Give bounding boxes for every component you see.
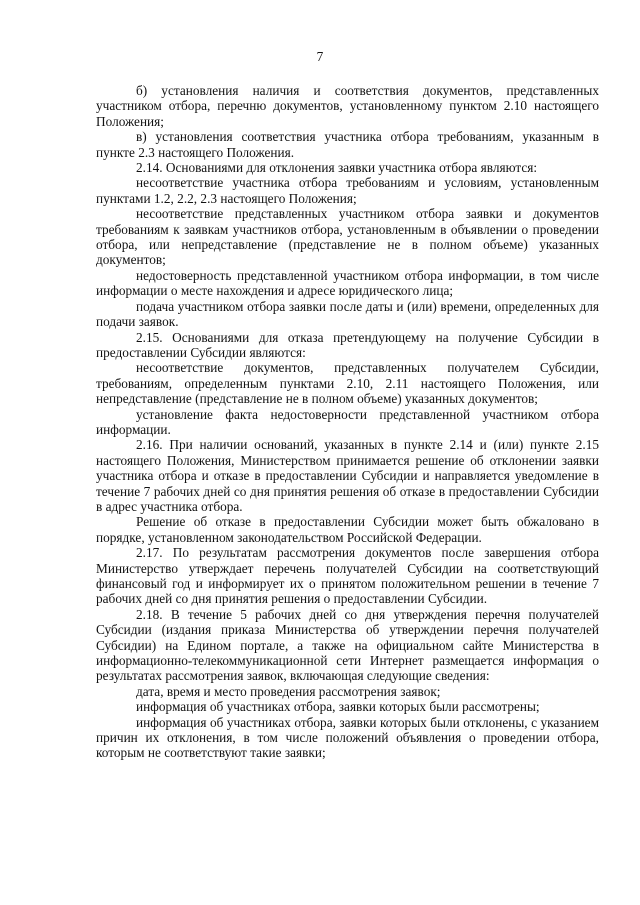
paragraph: 2.16. При наличии оснований, указанных в пункте 2.14 и (или) пункте 2.15 настоящего Положения, Министерством принимается решение об отклонении заявки участника отбора и отказе в предоставлении Субсидии и направляется уведомление в течение 7 рабочих дней со дня принятия решения об отказе в предоставлении Субсидии в адрес участника отбора. <box>96 437 599 514</box>
paragraph: информация об участниках отбора, заявки которых были отклонены, с указанием причин их отклонения, в том числе положений объявления о проведении отбора, которым не соответствуют такие заявки; <box>96 714 599 761</box>
page-number: 7 <box>316 49 324 64</box>
paragraph: несоответствие документов, представленных получателем Субсидии, требованиям, определенным пунктами 2.10, 2.11 настоящего Положения, или непредставление (представление не в полном объеме) указанных документов; <box>96 360 599 407</box>
paragraph: несоответствие участника отбора требованиям и условиям, установленным пунктами 1.2, 2.2, 2.3 настоящего Положения; <box>96 175 599 206</box>
paragraph: дата, время и место проведения рассмотрения заявок; <box>136 683 441 699</box>
paragraph: 2.17. По результатам рассмотрения документов после завершения отбора Министерство утверждает перечень получателей Субсидии на соответствующий финансовый год и информирует их о принятом положительном решении в течение 7 рабочих дней со дня принятия решения о предоставлении Субсидии. <box>96 545 599 607</box>
paragraph: информация об участниках отбора, заявки которых были рассмотрены; <box>136 699 540 715</box>
paragraph: установление факта недостоверности представленной участником отбора информации. <box>96 406 599 437</box>
paragraph: 2.18. В течение 5 рабочих дней со дня утверждения перечня получателей Субсидии (издания приказа Министерства об утверждении перечня получателей Субсидии) на Едином портале, а также на официальном сайте Министерства в информационно-телекоммуникационной сети Интернет размещается информация о результатах рассмотрения заявок, включающая следующие сведения: <box>96 606 599 684</box>
paragraph: 2.14. Основаниями для отклонения заявки участника отбора являются: <box>136 160 538 176</box>
paragraph: недостоверность представленной участником отбора информации, в том числе информации о месте нахождения и адресе юридического лица; <box>96 267 599 299</box>
paragraph: несоответствие представленных участником отбора заявки и документов требованиям к заявкам участников отбора, установленным в объявлении о проведении отбора, или непредставление (представление не в полном объеме) указанных документов; <box>96 206 599 268</box>
document-body <box>96 83 599 761</box>
paragraph: подача участником отбора заявки после даты и (или) времени, определенных для подачи заявок. <box>96 298 599 330</box>
paragraph: б) установления наличия и соответствия документов, представленных участником отбора, перечню документов, установленному пунктом 2.10 настоящего Положения; <box>96 83 599 129</box>
paragraph: в) установления соответствия участника отбора требованиям, указанным в пункте 2.3 настоящего Положения. <box>96 129 599 160</box>
paragraph: Решение об отказе в предоставлении Субсидии может быть обжаловано в порядке, установленном законодательством Российской Федерации. <box>96 514 599 545</box>
paragraph: 2.15. Основаниями для отказа претендующему на получение Субсидии в предоставлении Субсидии являются: <box>96 329 599 360</box>
